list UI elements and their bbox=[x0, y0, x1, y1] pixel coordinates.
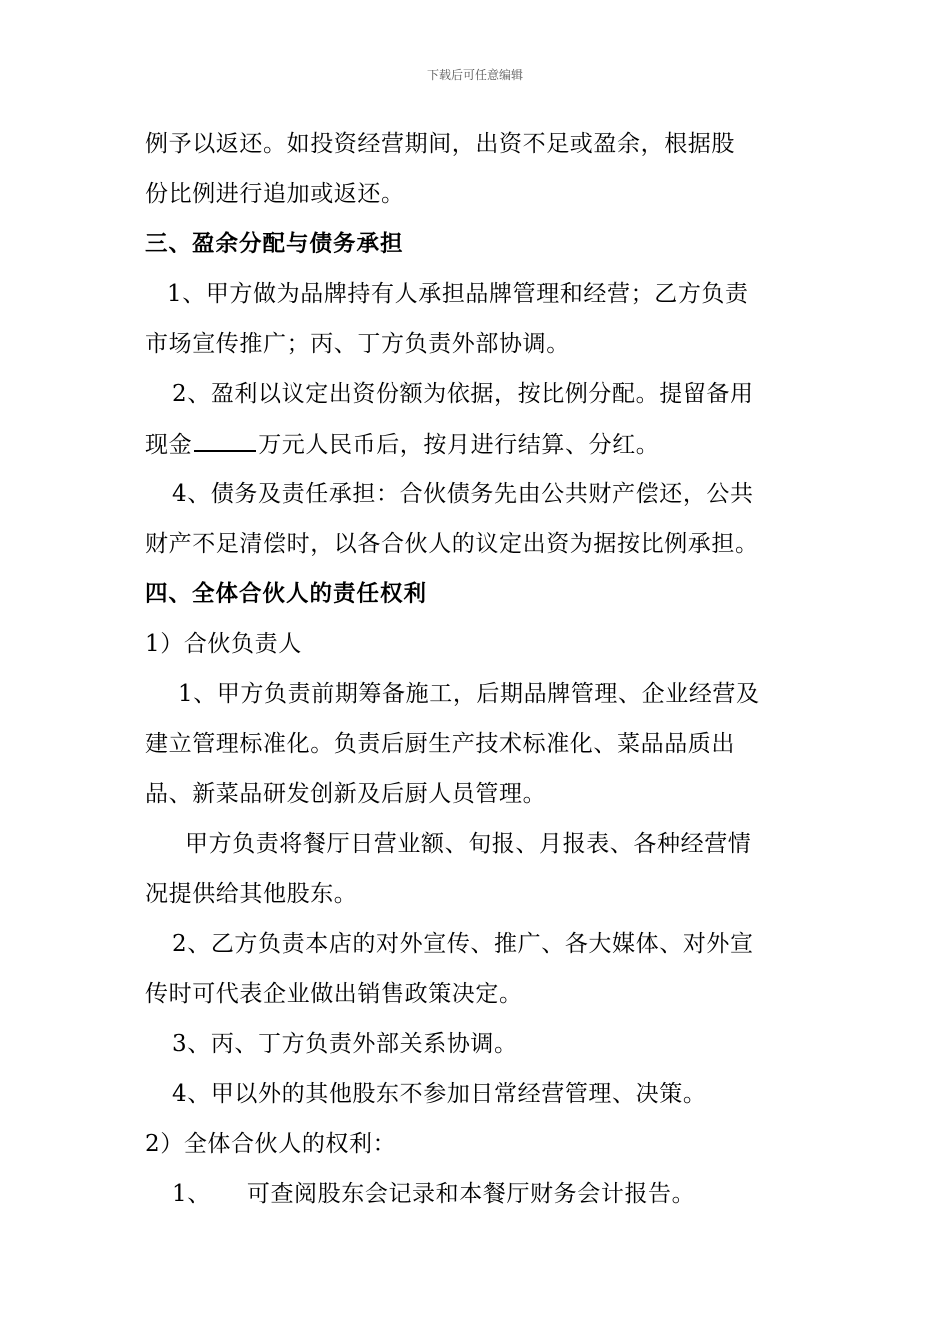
paragraph-line: 传时可代表企业做出销售政策决定。 bbox=[145, 981, 523, 1007]
paragraph-line: 份比例进行追加或返还。 bbox=[145, 181, 405, 207]
section-heading: 四、全体合伙人的责任权利 bbox=[145, 581, 428, 607]
paragraph-line: 市场宣传推广；丙、丁方负责外部协调。 bbox=[145, 331, 570, 357]
page-header: 下载后可任意编辑 bbox=[426, 68, 523, 82]
list-marker: 1、 bbox=[172, 1181, 211, 1207]
line-text: 万元人民币后，按月进行结算、分红。 bbox=[258, 432, 660, 458]
paragraph-line: 1、甲方负责前期筹备施工，后期品牌管理、企业经营及 bbox=[178, 681, 760, 707]
paragraph-line: 2、乙方负责本店的对外宣传、推广、各大媒体、对外宣 bbox=[172, 931, 754, 957]
paragraph-line: 例予以返还。如投资经营期间，出资不足或盈余，根据股 bbox=[145, 131, 735, 157]
paragraph-line: 4、债务及责任承担：合伙债务先由公共财产偿还，公共 bbox=[172, 481, 754, 507]
subsection-heading: 1）合伙负责人 bbox=[145, 631, 302, 657]
paragraph-line: 3、丙、丁方负责外部关系协调。 bbox=[172, 1031, 518, 1057]
section-heading: 三、盈余分配与债务承担 bbox=[145, 231, 404, 257]
paragraph-line: 况提供给其他股东。 bbox=[145, 881, 358, 907]
paragraph-line: 建立管理标准化。负责后厨生产技术标准化、菜品品质出 bbox=[145, 731, 735, 757]
paragraph-line bbox=[145, 428, 810, 478]
paragraph-line: 2、盈利以议定出资份额为依据，按比例分配。提留备用 bbox=[172, 381, 754, 407]
line-text: 现金 bbox=[145, 432, 193, 458]
subsection-heading: 2）全体合伙人的权利： bbox=[145, 1131, 397, 1157]
paragraph-line: 财产不足清偿时，以各合伙人的议定出资为据按比例承担。 bbox=[145, 531, 759, 557]
document-body bbox=[145, 128, 810, 1228]
fill-in-blank bbox=[194, 428, 256, 452]
paragraph-line: 品、新菜品研发创新及后厨人员管理。 bbox=[145, 781, 547, 807]
paragraph-line bbox=[145, 1178, 810, 1228]
line-text: 可查阅股东会记录和本餐厅财务会计报告。 bbox=[246, 1181, 696, 1207]
paragraph-line: 1、甲方做为品牌持有人承担品牌管理和经营；乙方负责 bbox=[167, 281, 749, 307]
paragraph-line: 甲方负责将餐厅日营业额、旬报、月报表、各种经营情 bbox=[185, 831, 752, 857]
paragraph-line: 4、甲以外的其他股东不参加日常经营管理、决策。 bbox=[172, 1081, 707, 1107]
